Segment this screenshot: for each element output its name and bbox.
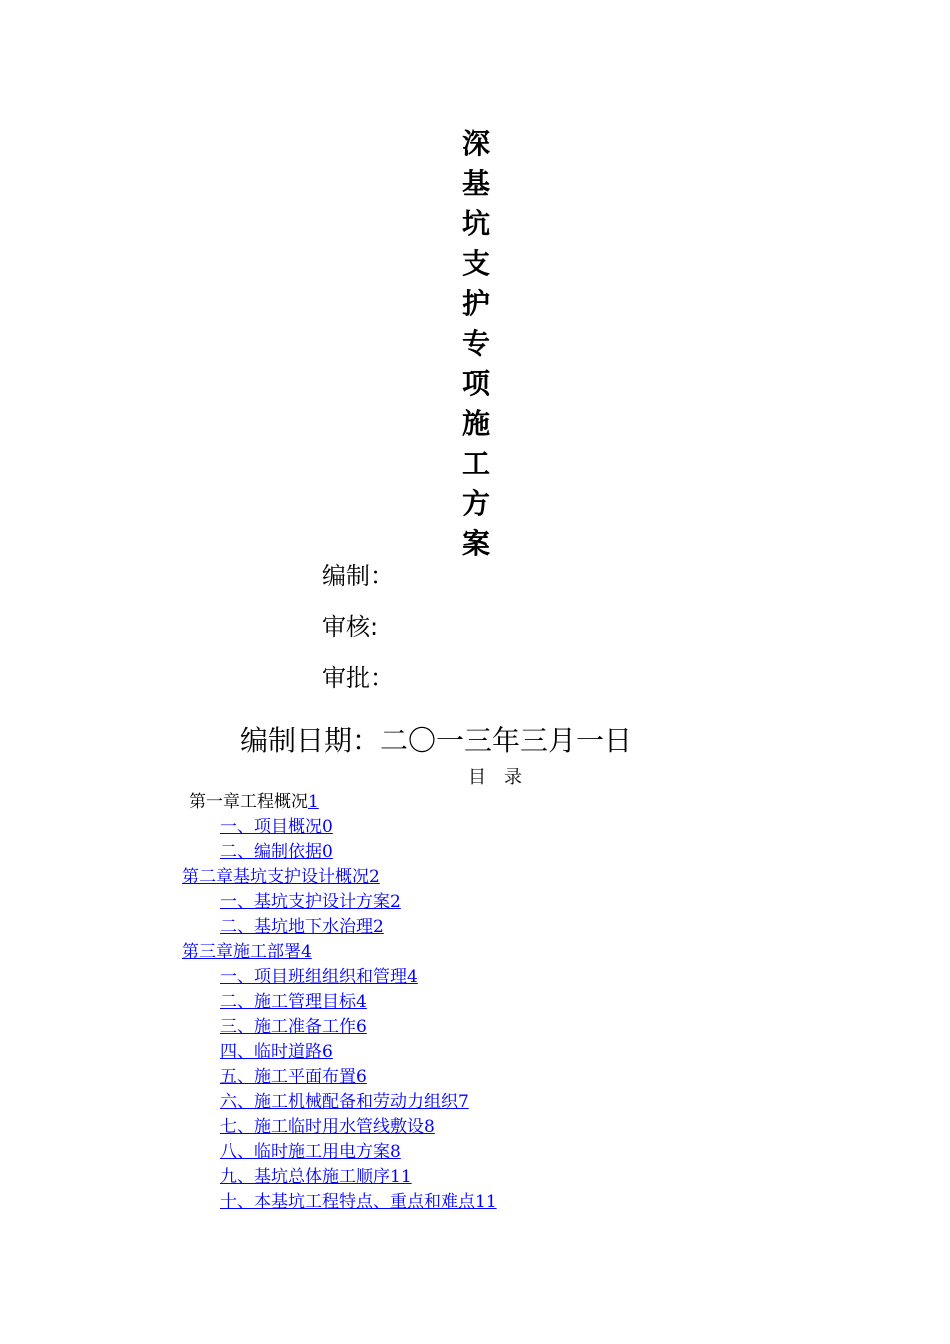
toc-entry-text: 一、基坑支护设计方案 <box>220 892 390 912</box>
toc-page-number: 2 <box>390 892 401 912</box>
toc-section-link[interactable] <box>220 816 333 838</box>
toc-section-link[interactable] <box>220 1116 435 1138</box>
toc-section-link[interactable] <box>220 841 333 863</box>
toc-entry-text: 十、本基坑工程特点、重点和难点 <box>220 1192 475 1212</box>
toc-page-number: 2 <box>369 867 380 887</box>
title-char: 案 <box>461 527 490 560</box>
toc-entry-text: 一、项目概况 <box>220 817 322 837</box>
toc-page-number: 0 <box>322 817 333 837</box>
title-char: 工 <box>461 447 490 480</box>
toc-entry-text: 一、项目班组组织和管理 <box>220 967 407 987</box>
toc-entry-text: 第一章工程概况 <box>189 792 308 812</box>
toc-section-link[interactable] <box>220 1041 333 1063</box>
toc-section-link[interactable] <box>220 891 401 913</box>
toc-heading: 目录 <box>468 767 540 788</box>
reviewed-by-label: 审核: <box>322 613 379 641</box>
toc-entry-text: 八、临时施工用电方案 <box>220 1142 390 1162</box>
toc-page-number: 6 <box>356 1017 367 1037</box>
toc-entry-text: 二、编制依据 <box>220 842 322 862</box>
compile-date: 编制日期：二〇一三年三月一日 <box>240 724 633 757</box>
title-char: 施 <box>461 407 490 440</box>
toc-section-link[interactable] <box>220 1166 412 1188</box>
compiled-by-label: 编制： <box>322 562 394 590</box>
toc-entry-text: 第三章施工部署 <box>182 942 301 962</box>
toc-entry-text: 六、施工机械配备和劳动力组织 <box>220 1092 458 1112</box>
toc-section-link[interactable] <box>220 966 418 988</box>
toc-entry-text: 第二章基坑支护设计概况 <box>182 867 369 887</box>
title-char: 专 <box>461 327 490 360</box>
toc-chapter-1[interactable] <box>189 791 319 813</box>
toc-chapter-link[interactable] <box>182 941 312 963</box>
title-char: 项 <box>461 367 490 400</box>
toc-page-number: 4 <box>407 967 418 987</box>
toc-section-link[interactable] <box>220 1091 469 1113</box>
toc-page-number: 1 <box>308 792 319 812</box>
toc-entry-text: 五、施工平面布置 <box>220 1067 356 1087</box>
toc-page-number: 11 <box>475 1192 497 1212</box>
toc-page-number: 8 <box>390 1142 401 1162</box>
toc-section-link[interactable] <box>220 1191 497 1213</box>
toc-page-number: 4 <box>356 992 367 1012</box>
toc-page-number: 11 <box>390 1167 412 1187</box>
toc-section-link[interactable] <box>220 1141 401 1163</box>
toc-section-link[interactable] <box>220 991 367 1013</box>
toc-page-number: 8 <box>424 1117 435 1137</box>
toc-page-number: 4 <box>301 942 312 962</box>
toc-section-link[interactable] <box>220 916 384 938</box>
toc-section-link[interactable] <box>220 1066 367 1088</box>
toc-page-number: 0 <box>322 842 333 862</box>
toc-entry-text: 九、基坑总体施工顺序 <box>220 1167 390 1187</box>
toc-entry-text: 三、施工准备工作 <box>220 1017 356 1037</box>
toc-page-number: 7 <box>458 1092 469 1112</box>
title-char: 方 <box>461 487 490 520</box>
document-title <box>454 124 498 564</box>
toc-page-number: 6 <box>322 1042 333 1062</box>
title-char: 护 <box>461 287 490 320</box>
toc-entry-text: 七、施工临时用水管线敷设 <box>220 1117 424 1137</box>
approved-by-label: 审批： <box>322 664 394 692</box>
toc-entry-text: 二、施工管理目标 <box>220 992 356 1012</box>
toc-entry-text: 四、临时道路 <box>220 1042 322 1062</box>
toc-section-link[interactable] <box>220 1016 367 1038</box>
toc-page-number: 6 <box>356 1067 367 1087</box>
title-char: 支 <box>461 247 490 280</box>
title-char: 坑 <box>461 207 490 240</box>
title-char: 深 <box>461 127 490 160</box>
toc-chapter-link[interactable] <box>182 866 380 888</box>
title-char: 基 <box>461 167 490 200</box>
toc-page-number: 2 <box>373 917 384 937</box>
toc-entry-text: 二、基坑地下水治理 <box>220 917 373 937</box>
